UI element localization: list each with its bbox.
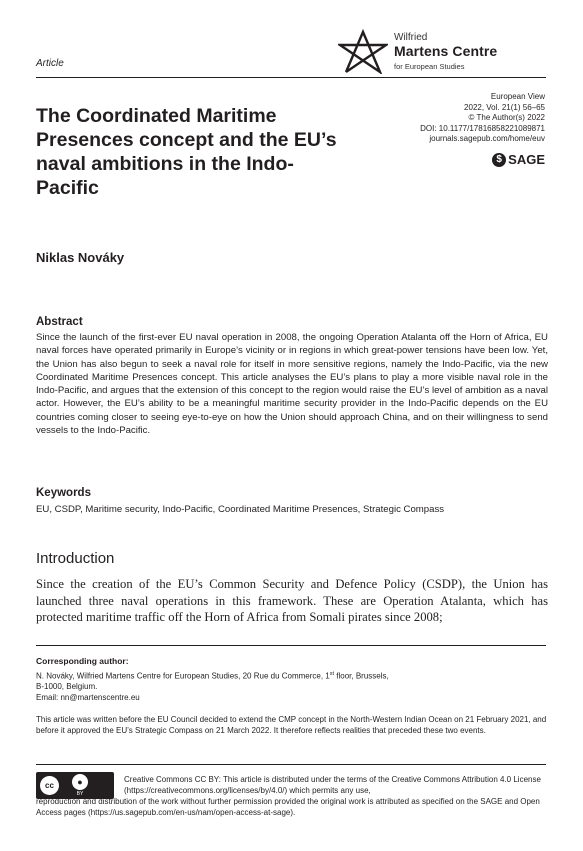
publication-meta [420, 92, 545, 145]
journal-url[interactable]: journals.sagepub.com/home/euv [429, 134, 545, 143]
email-line[interactable]: Email: nn@martenscentre.eu [36, 693, 140, 703]
by-label: BY [76, 791, 84, 797]
article-type-label: Article [36, 58, 64, 69]
star-icon [338, 28, 388, 79]
introduction-heading: Introduction [36, 550, 115, 567]
license-text-line1: Creative Commons CC BY: This article is distributed under the terms of the Creative Commons Attribution 4.0 License (https://creativecommons.org/licenses/by/4.0/) which permits any use, [124, 775, 541, 795]
sage-logo [492, 152, 545, 167]
person-icon: ● [72, 774, 88, 790]
abstract-heading: Abstract [36, 316, 83, 328]
abstract-text: Since the launch of the first-ever EU naval operation in 2008, the ongoing Operation Atalanta off the Horn of Africa, EU naval forces have operated primarily in Europe’s vicinity or in regions in which great-power tensions have been low. Yet, the Union has also begun to seek a naval role for itself in more sensitive regions, namely the Indo-Pacific, via the new Coordinated Maritime Presences concept. This article analyses the EU’s plans to play a more visible naval role in the Indo-Pacific, and argues that the extension of this concept to the region would raise the EU’s level of ambition as a naval actor. However, the EU’s ability to be a meaningful maritime security provider in the Indo-Pacific depends on the EU countries coming closer to seeing eye-to-eye on how the Union should approach China, and on their willingness to send vessels to the Indo-Pacific. [36, 332, 548, 437]
introduction-text: Since the creation of the EU’s Common Security and Defence Policy (CSDP), the Union has launched three naval operations in this framework. These are Operation Atalanta, which has protected maritime traffic off the Horn of Africa from Somali pirates since 2008; [36, 577, 548, 624]
sage-dollar-icon: $ [492, 153, 506, 167]
cc-by-badge[interactable] [36, 772, 114, 799]
article-title: The Coordinated Maritime Presences concept and the EU’s naval ambitions in the Indo-Pacific [36, 105, 337, 199]
keywords-text: EU, CSDP, Maritime security, Indo-Pacific, Coordinated Maritime Presences, Strategic Compass [36, 504, 445, 515]
author-name: Niklas Nováky [36, 250, 125, 265]
logo-name-line2: Martens Centre [394, 43, 498, 59]
author-note: This article was written before the EU Council decided to extend the CMP concept in the North-Western Indian Ocean on 21 February 2021, and before it approved the EU’s Strategic Compass on 21 March 2022. It therefore reflects realities that preceded these two events. [36, 715, 547, 735]
volume-info: 2022, Vol. 21(1) 56–65 [464, 102, 545, 112]
keywords-heading: Keywords [36, 487, 91, 499]
doi[interactable]: DOI: 10.1177/17816858221089871 [420, 123, 545, 133]
sage-logo-text: SAGE [508, 152, 545, 167]
footnote-divider [36, 645, 546, 646]
cc-icon: cc [40, 776, 59, 795]
address-line-1: N. Nováky, Wilfried Martens Centre for European Studies, 20 Rue du Commerce, 1st floor, Brussels, [36, 671, 389, 681]
logo-name-line1: Wilfried [394, 32, 428, 43]
corresponding-author-address [36, 669, 548, 704]
copyright: © The Author(s) 2022 [468, 113, 545, 122]
license-text-line2: reproduction and distribution of the work without further permission provided the original work is attributed as specified on the SAGE and Open Access pages (https://us.sagepub.com/en-us/nam/open-access-at-sage). [36, 797, 540, 817]
logo-name-line3: for European Studies [394, 62, 465, 71]
address-line-2: B-1000, Belgium. [36, 682, 98, 692]
journal-name: European View [490, 92, 545, 101]
license-divider [36, 764, 546, 765]
header-divider [36, 77, 546, 78]
corresponding-author-heading: Corresponding author: [36, 656, 129, 666]
